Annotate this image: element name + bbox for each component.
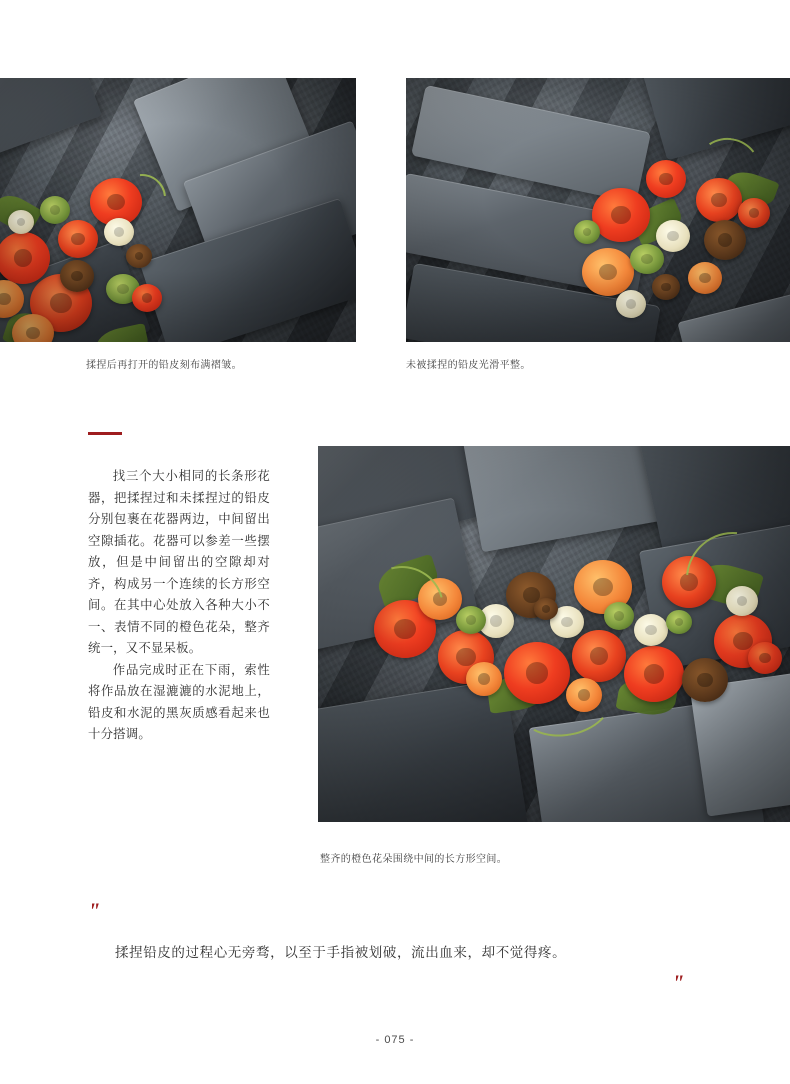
quote-open-mark: ": [88, 898, 101, 923]
flower: [656, 220, 690, 252]
flower: [634, 614, 668, 646]
flower: [688, 262, 722, 294]
flower: [592, 188, 650, 242]
flower: [8, 210, 34, 234]
page-number: - 075 -: [375, 1034, 415, 1046]
flower: [646, 160, 686, 198]
flower: [630, 244, 664, 274]
flower: [652, 274, 680, 300]
figure-caption-top-right: 未被揉捏的铅皮光滑平整。: [406, 360, 531, 371]
flower: [738, 198, 770, 228]
flower: [40, 196, 70, 224]
flower: [104, 218, 134, 246]
body-paragraph-2: 作品完成时正在下雨，索性将作品放在湿漉漉的水泥地上，铅皮和水泥的黑灰质感看起来也十分搭调。: [88, 662, 270, 741]
body-text: [88, 466, 270, 746]
flower: [58, 220, 98, 258]
figure-caption-top-left: 揉捏后再打开的铅皮刻布满褶皱。: [86, 360, 242, 371]
flower: [704, 220, 746, 260]
section-rule: [88, 432, 122, 435]
flower: [666, 610, 692, 634]
flower: [582, 248, 634, 296]
flower: [466, 662, 502, 696]
flower: [132, 284, 162, 312]
pull-quote-text: 揉捏铅皮的过程心无旁骛，以至于手指被划破，流出血来，却不觉得疼。: [115, 945, 567, 960]
body-paragraph-1: 找三个大小相同的长条形花器，把揉捏过和未揉捏过的铅皮分别包裹在花器两边，中间留出空隙插花。花器可以参差一些摆放，但是中间留出的空隙却对齐，构成另一个连续的长方形空间。在其中心处放入各种大小不一、表情不同的橙色花朵，整齐统一，又不显呆板。: [88, 469, 270, 655]
flower: [534, 598, 558, 620]
photo-top-left: [0, 78, 356, 342]
flower: [682, 658, 728, 702]
flower: [126, 244, 152, 268]
flower: [616, 290, 646, 318]
flower: [624, 646, 684, 702]
photo-top-right: [406, 78, 790, 342]
figure-caption-main: 整齐的橙色花朵围绕中间的长方形空间。: [320, 854, 508, 865]
quote-close-mark: ": [672, 970, 685, 995]
flower: [60, 260, 94, 292]
flower: [574, 220, 600, 244]
flower: [456, 606, 486, 634]
photo-main: [318, 446, 790, 822]
flower: [604, 602, 634, 630]
flower: [748, 642, 782, 674]
